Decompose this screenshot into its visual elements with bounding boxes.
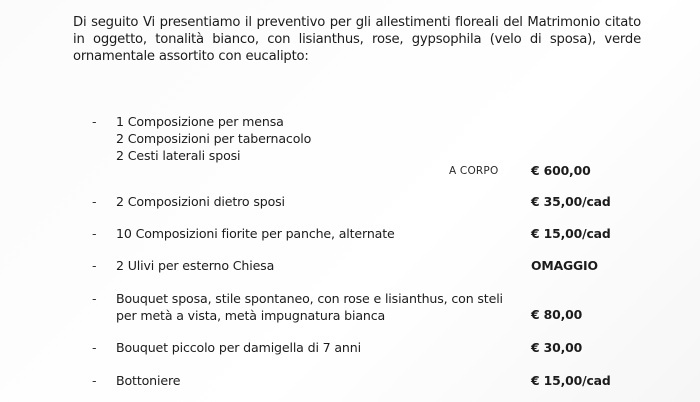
item-price: OMAGGIO: [531, 258, 598, 273]
item-note: A CORPO: [449, 165, 499, 177]
item-line: per metà a vista, metà impugnatura bianca: [116, 308, 386, 323]
item-line: Bottoniere: [116, 373, 181, 388]
item-line: Bouquet sposa, stile spontaneo, con rose e lisianthus, con steli: [116, 291, 503, 306]
item-line: 2 Composizioni per tabernacolo: [116, 131, 312, 146]
item-dash: -: [92, 194, 97, 209]
item-line: 1 Composizione per mensa: [116, 114, 284, 129]
item-dash: -: [92, 291, 97, 306]
item-line: 2 Composizioni dietro sposi: [116, 194, 285, 209]
item-line: 10 Composizioni fiorite per panche, alternate: [116, 226, 395, 241]
item-dash: -: [92, 373, 97, 388]
item-dash: -: [92, 340, 97, 355]
item-description: [116, 339, 516, 356]
item-dash: -: [92, 114, 97, 129]
item-price: € 600,00: [531, 163, 591, 178]
item-description: [116, 225, 516, 242]
item-description: [116, 113, 516, 164]
item-price: € 15,00/cad: [531, 226, 611, 241]
item-price: € 35,00/cad: [531, 194, 611, 209]
item-line: 2 Ulivi per esterno Chiesa: [116, 258, 275, 273]
item-line: Bouquet piccolo per damigella di 7 anni: [116, 340, 361, 355]
item-description: [116, 193, 516, 210]
item-line: 2 Cesti laterali sposi: [116, 148, 241, 163]
item-description: [116, 257, 516, 274]
item-price: € 30,00: [531, 340, 583, 355]
item-dash: -: [92, 258, 97, 273]
item-price: € 15,00/cad: [531, 373, 611, 388]
intro-paragraph: Di seguito Vi presentiamo il preventivo per gli allestimenti floreali del Matrimonio citato in oggetto, tonalità bianco, con lisianthus, rose, gypsophila (velo di sposa), verde ornamentale assortito con eucalipto:: [73, 15, 641, 64]
item-description: [116, 372, 516, 389]
item-dash: -: [92, 226, 97, 241]
item-price: € 80,00: [531, 307, 583, 322]
item-description: [116, 290, 516, 324]
